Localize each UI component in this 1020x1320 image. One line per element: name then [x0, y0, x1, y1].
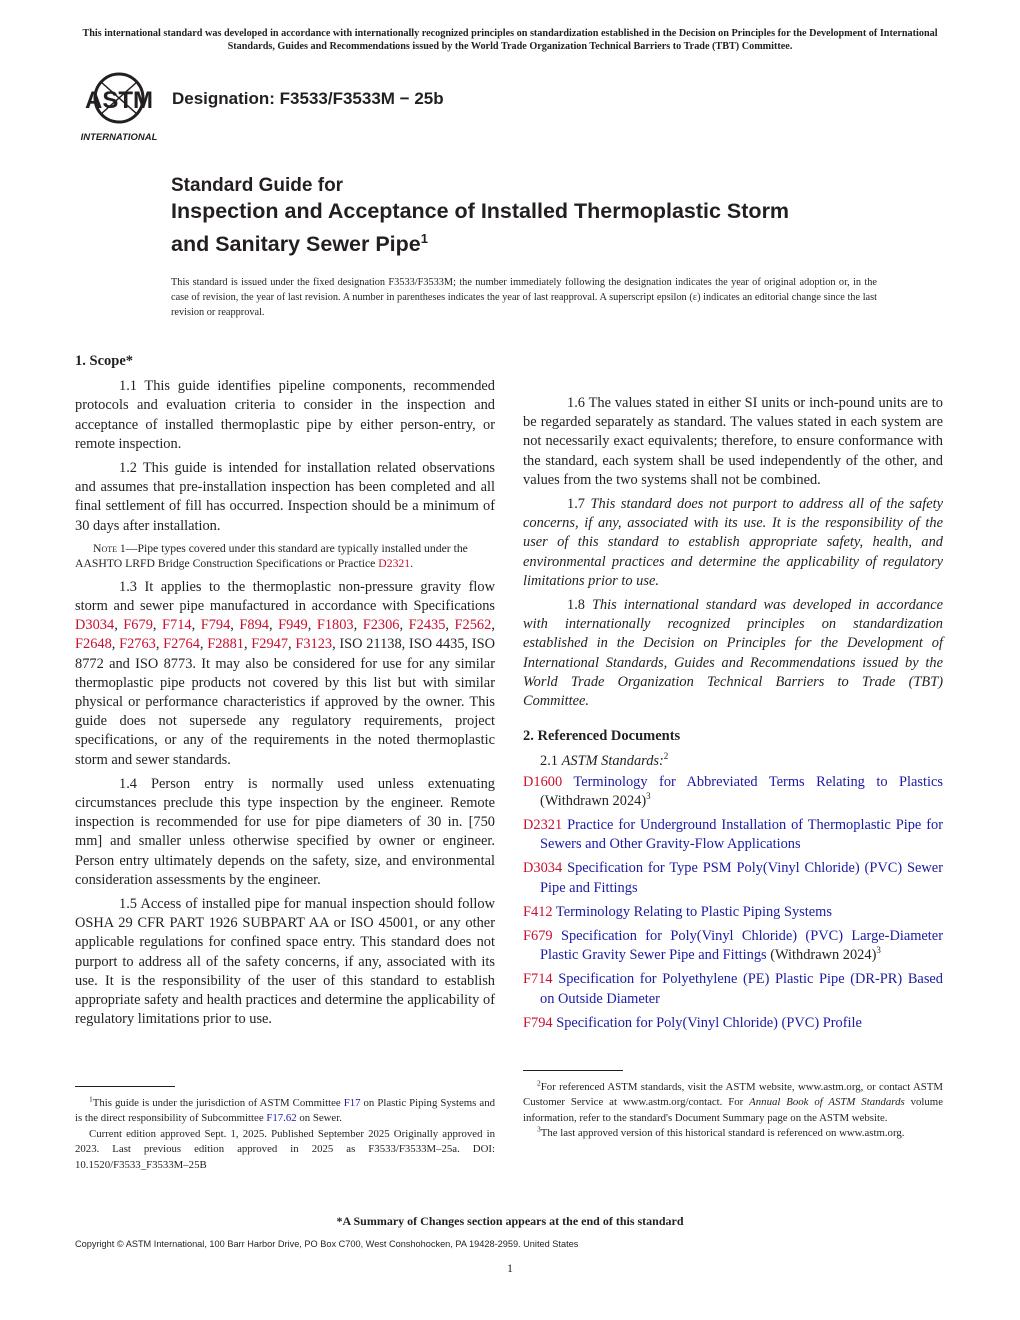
spec-code-link[interactable]: F2306: [362, 617, 400, 634]
para-1-6: 1.6 The values stated in either SI units or inch-pound units are to be regarded separately as standard. The values stated in each system are not necessarily exact equivalents; therefore, to ensure conformance with the standard, each system shall be used independently of the other, and values from the two systems shall not be combined.: [523, 395, 943, 488]
para-1-1: 1.1 This guide identifies pipeline components, recommended protocols and evaluation criteria to consider in the inspection and acceptance of installed thermoplastic pipe by either person-entry, or remote inspection.: [75, 378, 495, 452]
title-line-2: Inspection and Acceptance of Installed Thermoplastic Storm: [171, 199, 790, 223]
referenced-documents-list: [523, 773, 943, 1033]
footnotes-right: [523, 1080, 943, 1142]
reference-title-link[interactable]: Terminology for Abbreviated Terms Relating to Plastics: [562, 773, 943, 790]
reference-title-link[interactable]: Specification for Poly(Vinyl Chloride) (PVC) Profile: [552, 1014, 862, 1031]
reference-code-link[interactable]: F714: [523, 971, 553, 988]
spec-code-link[interactable]: F894: [239, 617, 269, 634]
reference-code-link[interactable]: F794: [523, 1014, 553, 1031]
para-1-5: 1.5 Access of installed pipe for manual inspection should follow OSHA 29 CFR PART 1926 SUBPART AA or ISO 45001, or any other applicable regulations for confined space entry. This standard does not purport to address all of the safety concerns, if any, associated with its use. It is the responsibility of the user of this standard to establish appropriate safety and health practices and determine the applicability of regulatory limitations prior to use.: [75, 896, 495, 1028]
reference-title-link[interactable]: Terminology Relating to Plastic Piping Systems: [552, 903, 832, 920]
spec-code-link[interactable]: F794: [200, 617, 231, 634]
footnote-1: $^1$This guide is under the jurisdiction of ASTM Committee F17 on Plastic Piping Systems and is the direct responsibility of Subcommittee F17.62 on Sewer.: [75, 1094, 495, 1125]
copyright: Copyright © ASTM International, 100 Barr Harbor Drive, PO Box C700, West Conshohocken, PA 19428-2959. United States: [75, 1239, 579, 1249]
spec-code-link[interactable]: F949: [278, 617, 308, 634]
spec-code-link[interactable]: F2763: [119, 636, 156, 653]
reference-item: [523, 970, 943, 1008]
reference-code-link[interactable]: D2321: [523, 817, 563, 834]
reference-withdrawn: (Withdrawn 2024): [540, 792, 647, 809]
footnote-divider-left: [75, 1086, 175, 1087]
reference-code-link[interactable]: D3034: [523, 860, 563, 877]
spec-code-link[interactable]: F2435: [408, 617, 446, 634]
logo-letters: ASTM: [85, 87, 153, 114]
reference-title-link[interactable]: Specification for Poly(Vinyl Chloride) (PVC) Large-Diameter Plastic Gravity Sewer Pipe and Fittings: [540, 928, 943, 964]
footnote-2: $^2$For referenced ASTM standards, visit the ASTM website, www.astm.org, or contact ASTM Customer Service at www.astm.org/contact. For Annual Book of ASTM Standards volume information, refer to the standard's Document Summary page on the ASTM website.: [523, 1078, 943, 1124]
column-right: [523, 350, 943, 1038]
logo-text: INTERNATIONAL: [80, 132, 158, 143]
reference-item: [523, 1014, 943, 1033]
spec-code-link[interactable]: F679: [123, 617, 153, 634]
reference-code-link[interactable]: F679: [523, 928, 553, 945]
spec-code-link[interactable]: F2881: [207, 636, 244, 653]
spec-code-link[interactable]: F2764: [163, 636, 200, 653]
para-1-8: 1.8 This international standard was developed in accordance with internationally recognized principles on standardization established in the Decision on Principles for the Development of International Standards, Guides and Recommendations issued by the World Trade Organization Technical Barriers to Trade (TBT) Committee.: [523, 597, 943, 710]
title-footnote-mark[interactable]: 1: [420, 231, 428, 246]
column-left: [75, 350, 495, 1030]
spec-code-link[interactable]: F2648: [75, 636, 112, 653]
note-link-d2321[interactable]: D2321: [378, 556, 411, 570]
page-number: 1: [507, 1261, 513, 1275]
spec-code-link[interactable]: D3034: [75, 617, 115, 634]
reference-withdrawn: (Withdrawn 2024): [766, 947, 877, 964]
section-2-heading: 2. Referenced Documents: [523, 728, 681, 745]
footnote-3: $^3$The last approved version of this historical standard is referenced on www.astm.org.: [537, 1124, 905, 1140]
committee-link-f17[interactable]: F17: [343, 1097, 361, 1109]
footnote-1-edition: Current edition approved Sept. 1, 2025. Published September 2025 Originally approved in 2023. Last previous edition approved in 2025 as F3533/F3533M–25a. DOI: 10.1520/F3533_F3533M–25B: [75, 1127, 495, 1171]
reference-title-link[interactable]: Specification for Polyethylene (PE) Plastic Pipe (DR-PR) Based on Outside Diameter: [540, 971, 943, 1007]
spec-code-list: D3034, F679, F714, F794, F894, F949, F1803, F2306, F2435, F2562, F2648, F2763, F2764, F2881, F2947, F3123: [75, 617, 495, 653]
title-block: [171, 174, 891, 258]
note-1: Note 1—Pipe types covered under this standard are typically installed under the AASHTO LRFD Bridge Construction Specifications or Practice D2321.: [75, 541, 468, 570]
para-1-7: 1.7 This standard does not purport to address all of the safety concerns, if any, associated with its use. It is the responsibility of the user of this standard to establish appropriate safety, health, and environmental practices and determine the applicability of regulatory limitations prior to use.: [523, 496, 943, 589]
title-line-3: and Sanitary Sewer Pipe$^1$: [171, 231, 428, 257]
spec-code-link[interactable]: F2947: [251, 636, 289, 653]
reference-item: [523, 903, 943, 922]
reference-footnote-mark: 3: [876, 945, 881, 956]
footnotes-left: [75, 1096, 495, 1173]
reference-title-link[interactable]: Specification for Type PSM Poly(Vinyl Chloride) (PVC) Sewer Pipe and Fittings: [540, 860, 943, 896]
issuance-note: This standard is issued under the fixed designation F3533/F3533M; the number immediately following the designation indicates the year of original adoption or, in the case of revision, the year of last revision. A number in parentheses indicates the year of last reapproval. A superscript epsilon (ε) indicates an editorial change since the last revision or reapproval.: [171, 277, 877, 318]
section-1-heading: 1. Scope*: [75, 353, 133, 369]
reference-item: [523, 859, 943, 897]
international-standard-notice: This international standard was developed in accordance with internationally recognized principles on standardization established in the Decision on Principles for the Development of International Standards, Guides and Recommendations issued by the World Trade Organization Technical Barriers to Trade (TBT) Committee.: [82, 28, 938, 52]
reference-item: [523, 773, 943, 811]
subsection-2-1: 2.1 ASTM Standards:$^2$: [540, 751, 669, 770]
para-1-4: 1.4 Person entry is normally used unless extenuating circumstances preclude this type inspection by the engineer. Remote inspection is recommended for use for pipe diameters of 30 in. [750 mm] and smaller unless otherwise specified by owner or engineer. Person entry ultimately depends on the safety, size, and environmental consideration assessments by the engineer.: [75, 775, 495, 888]
reference-item: [523, 927, 943, 965]
reference-item: [523, 816, 943, 854]
spec-code-link[interactable]: F1803: [316, 617, 354, 634]
para-1-3: 1.3 It applies to the thermoplastic non-pressure gravity flow storm and sewer pipe manufactured in accordance with Specifications D3034, F679, F714, F794, F894, F949, F1803, F2306, F2435, F2562, F2648, F2763, F2764, F2881, F2947, F3123, ISO 21138, ISO 4435, ISO 8772 and ISO 8773. It may also be considered for use for any similar thermoplastic pipe products not covered by this list but with similar physical or performance characteristics if approved by the owner. This guide does not supersede any regulatory requirements, project specifications, or any of the requirements in the noted thermoplastic storm and sewer standards.: [75, 578, 495, 768]
para-1-2: 1.2 This guide is intended for installation related observations and assumes that pre-installation inspection has been completed and all final settlement of fill has occurred. Inspection should be a minimum of 30 days after installation.: [75, 460, 495, 534]
spec-code-link[interactable]: F714: [162, 617, 192, 634]
reference-code-link[interactable]: D1600: [523, 773, 563, 790]
footnote-divider-right: [523, 1070, 623, 1071]
spec-code-link[interactable]: F2562: [454, 617, 492, 634]
reference-code-link[interactable]: F412: [523, 903, 553, 920]
subcommittee-link-f1762[interactable]: F17.62: [266, 1112, 297, 1125]
title-line-1: Standard Guide for: [171, 175, 344, 196]
reference-footnote-mark: 3: [646, 791, 651, 802]
designation: Designation: F3533/F3533M − 25b: [172, 89, 444, 108]
astm-logo: [76, 70, 162, 146]
summary-of-changes-note: *A Summary of Changes section appears at the end of this standard: [336, 1214, 684, 1228]
reference-title-link[interactable]: Practice for Underground Installation of Thermoplastic Pipe for Sewers and Other Gravity-Flow Applications: [540, 817, 943, 853]
spec-code-link[interactable]: F3123: [295, 636, 333, 653]
